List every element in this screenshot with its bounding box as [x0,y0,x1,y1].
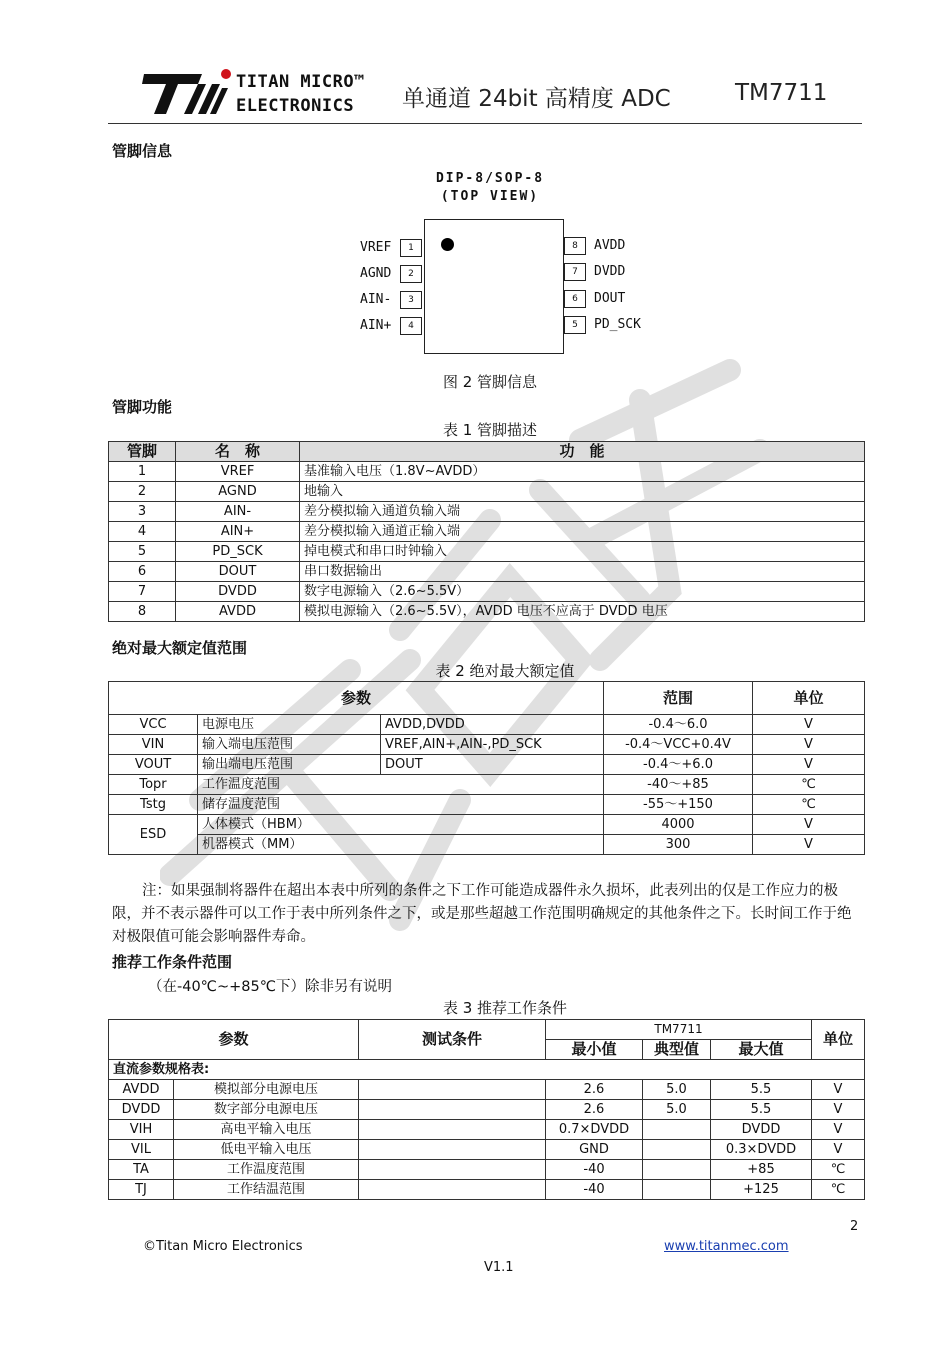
brand-line-2: ELECTRONICS [236,96,355,116]
recommended-table [108,1019,865,1200]
table-cell: VIN [109,735,198,755]
table-row [109,815,865,835]
col-header: 单位 [812,1020,865,1060]
abs-max-table [108,681,865,855]
table-cell: VIL [109,1140,174,1160]
table-cell: 输出端电压范围 [198,755,381,775]
table-row [109,462,865,482]
pin-info-heading: 管脚信息 [112,142,173,160]
pin-number: 3 [400,291,422,309]
table-row [109,755,865,775]
pin-description-table [108,441,865,622]
pin1-marker-icon [441,238,454,251]
table-cell: 2.6 [546,1080,643,1100]
table-cell: 工作结温范围 [174,1180,359,1200]
table-row [109,735,865,755]
table-cell: TA [109,1160,174,1180]
pin-label: PD_SCK [594,317,641,332]
table-row [109,775,865,795]
part-number: TM7711 [735,80,828,106]
table-cell: AIN+ [176,522,300,542]
table-cell: Topr [109,775,198,795]
table-cell: 4 [109,522,176,542]
table-row [109,1080,865,1100]
table-cell: V [753,815,865,835]
table-cell: Tstg [109,795,198,815]
table-cell: 串口数据输出 [300,562,865,582]
table-row [109,1180,865,1200]
table-cell: -0.4～6.0 [604,715,753,735]
table-header-row [109,1020,865,1040]
col-group-header: TM7711 [546,1020,812,1040]
section-label: 直流参数规格表: [109,1060,865,1080]
table-cell: -40 [546,1180,643,1200]
table-cell [359,1160,546,1180]
table-cell: ESD [109,815,198,855]
pin-label: VREF [360,240,392,255]
table-cell: ℃ [753,795,865,815]
col-header: 范围 [604,682,753,715]
table-section-row [109,1060,865,1080]
table-row [109,1120,865,1140]
recommended-heading: 推荐工作条件范围 [112,953,233,971]
table-row [109,562,865,582]
table-cell: AVDD [109,1080,174,1100]
table-row [109,582,865,602]
table-cell: PD_SCK [176,542,300,562]
table-cell [359,1140,546,1160]
table-cell [643,1160,711,1180]
table-header-row [109,682,865,715]
table-cell: ℃ [753,775,865,795]
col-header: 最大值 [711,1040,812,1060]
pin-number: 8 [564,237,586,255]
table-cell: -55～+150 [604,795,753,815]
version: V1.1 [484,1260,514,1275]
table-cell: ℃ [812,1160,865,1180]
table-cell: AIN- [176,502,300,522]
table-cell: 基准输入电压（1.8V~AVDD） [300,462,865,482]
table-row [109,522,865,542]
table-cell: -0.4～VCC+0.4V [604,735,753,755]
table-cell: 1 [109,462,176,482]
table-cell: 差分模拟输入通道正输入端 [300,522,865,542]
col-header: 参数 [109,1020,359,1060]
table-cell: DOUT [381,755,604,775]
col-header: 管脚 [109,442,176,462]
header-divider [108,123,862,124]
table-cell: 2 [109,482,176,502]
table-cell: 数字部分电源电压 [174,1100,359,1120]
pin-number: 1 [400,239,422,257]
table3-caption: 表 3 推荐工作条件 [442,999,568,1017]
table-cell: 工作温度范围 [174,1160,359,1180]
table-cell [643,1120,711,1140]
table-row [109,715,865,735]
table-cell: V [812,1080,865,1100]
table-cell [643,1140,711,1160]
website-link[interactable]: www.titanmec.com [664,1239,789,1254]
company-logo [140,66,232,116]
table-cell: 3 [109,502,176,522]
table-cell: 7 [109,582,176,602]
brand-name [236,70,365,118]
table-row [109,482,865,502]
pin-number: 6 [564,290,586,308]
col-header: 参数 [109,682,604,715]
table2-caption: 表 2 绝对最大额定值 [435,662,575,680]
table-cell: 5.5 [711,1100,812,1120]
table-cell: V [753,715,865,735]
table-cell: DVDD [109,1100,174,1120]
table-cell: 地输入 [300,482,865,502]
table-cell: VIH [109,1120,174,1140]
col-header: 名 称 [176,442,300,462]
table-cell: 2.6 [546,1100,643,1120]
pin-label: DVDD [594,264,626,279]
table-cell: 掉电模式和串口时钟输入 [300,542,865,562]
col-header: 典型值 [643,1040,711,1060]
col-header: 测试条件 [359,1020,546,1060]
table-header-row [109,442,865,462]
table-cell: AVDD,DVDD [381,715,604,735]
pin-label: DOUT [594,291,626,306]
pin-number: 7 [564,263,586,281]
pin-label: AGND [360,266,392,281]
table-cell: 数字电源输入（2.6~5.5V） [300,582,865,602]
table-cell: DOUT [176,562,300,582]
pin-label: AIN- [360,292,392,307]
table-cell: 5.0 [643,1100,711,1120]
table-cell: 模拟部分电源电压 [174,1080,359,1100]
table-cell [643,1180,711,1200]
table-row [109,502,865,522]
table-cell: VREF [176,462,300,482]
pin-label: AVDD [594,238,626,253]
table-cell: VREF,AIN+,AIN-,PD_SCK [381,735,604,755]
table-cell: 输入端电压范围 [198,735,381,755]
copyright: ©Titan Micro Electronics [143,1239,303,1254]
table-cell: DVDD [176,582,300,602]
table-cell: +125 [711,1180,812,1200]
table-row [109,835,865,855]
table-cell: -40 [546,1160,643,1180]
table-cell: V [812,1140,865,1160]
table-cell: -0.4～+6.0 [604,755,753,775]
table-row [109,1140,865,1160]
table-cell: -40～+85 [604,775,753,795]
condition-note: （在-40℃~+85℃下）除非另有说明 [148,979,392,995]
col-header: 最小值 [546,1040,643,1060]
table-cell [359,1100,546,1120]
table-cell: 储存温度范围 [198,795,604,815]
table-row [109,1100,865,1120]
table-cell: V [753,835,865,855]
table-cell: 6 [109,562,176,582]
pin-number: 5 [564,316,586,334]
pin-function-heading: 管脚功能 [112,398,173,416]
table-cell: VOUT [109,755,198,775]
table-cell: 模拟电源输入（2.6~5.5V），AVDD 电压不应高于 DVDD 电压 [300,602,865,622]
table-cell: AVDD [176,602,300,622]
table-row [109,1160,865,1180]
table-cell: 工作温度范围 [198,775,604,795]
table-cell: V [812,1100,865,1120]
table-cell: 低电平输入电压 [174,1140,359,1160]
table-cell: 高电平输入电压 [174,1120,359,1140]
table-cell: TJ [109,1180,174,1200]
table-cell: 8 [109,602,176,622]
pin-number: 2 [400,265,422,283]
document-title: 单通道 24bit 高精度 ADC [402,86,671,112]
table-cell: 300 [604,835,753,855]
table-cell: VCC [109,715,198,735]
col-header: 单位 [753,682,865,715]
table-cell: 5.5 [711,1080,812,1100]
table-cell: 机器模式（MM） [198,835,604,855]
table-cell: +85 [711,1160,812,1180]
table-row [109,795,865,815]
table-cell: ℃ [812,1180,865,1200]
table-row [109,542,865,562]
pin-number: 4 [400,317,422,335]
table-cell: V [753,735,865,755]
table-cell: 差分模拟输入通道负输入端 [300,502,865,522]
figure-caption: 图 2 管脚信息 [442,373,538,391]
table-cell: AGND [176,482,300,502]
table-cell: 0.7×DVDD [546,1120,643,1140]
page-number: 2 [850,1219,859,1234]
table1-caption: 表 1 管脚描述 [442,421,538,439]
table-cell: 0.3×DVDD [711,1140,812,1160]
table-cell: 人体模式（HBM） [198,815,604,835]
table-cell [359,1120,546,1140]
table-row [109,602,865,622]
table-cell: DVDD [711,1120,812,1140]
package-type: DIP-8/SOP-8 [435,171,545,186]
package-label [390,170,590,206]
table-cell: V [812,1120,865,1140]
col-header: 功 能 [300,442,865,462]
table-cell: 5 [109,542,176,562]
pin-label: AIN+ [360,318,392,333]
abs-max-heading: 绝对最大额定值范围 [112,639,248,657]
package-view: (TOP VIEW) [440,189,540,204]
brand-line-1: TITAN MICRO™ [236,72,365,92]
table-cell: GND [546,1140,643,1160]
table-cell [359,1080,546,1100]
table-cell: 5.0 [643,1080,711,1100]
table-cell: V [753,755,865,775]
table-cell: 电源电压 [198,715,381,735]
table-cell [359,1180,546,1200]
abs-max-note: 注：如果强制将器件在超出本表中所列的条件之下工作可能造成器件永久损坏，此表列出的仅是工作应力的极限，并不表示器件可以工作于表中所列条件之下，或是那些超越工作范围明确规定的其他条件之下。长时间工作于绝对极限值可能会影响器件寿命。 [112,883,852,945]
table-cell: 4000 [604,815,753,835]
